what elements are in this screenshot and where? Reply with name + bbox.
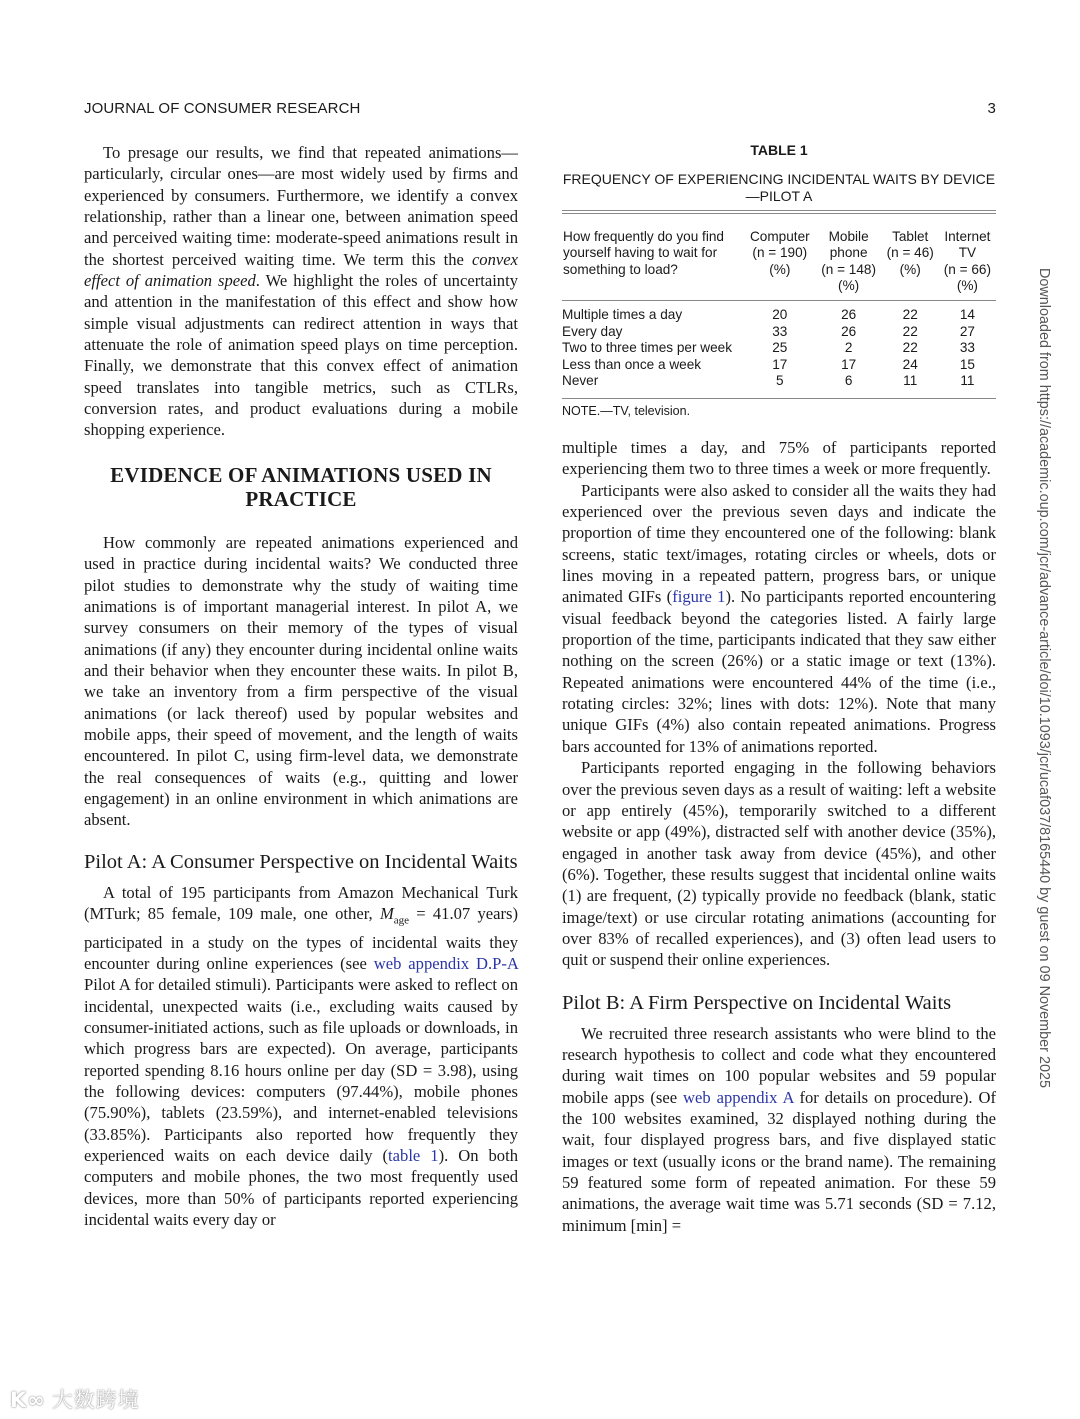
table-1 (562, 141, 996, 418)
section-heading: EVIDENCE OF ANIMATIONS USED IN PRACTICE (110, 462, 492, 511)
table-row (562, 373, 996, 398)
journal-title: JOURNAL OF CONSUMER RESEARCH (84, 100, 361, 117)
running-head (84, 100, 996, 120)
column-header-tablet (882, 214, 939, 300)
table-header-row (562, 214, 996, 300)
header-line: phone (829, 245, 868, 261)
cell-value: 6 (844, 373, 853, 389)
cell-value: 11 (960, 373, 975, 389)
header-line: TV (958, 245, 977, 261)
link-table-1[interactable]: table 1 (388, 1146, 439, 1166)
header-line: (%) (899, 261, 921, 277)
term-convex-effect: convex effect of animation speed (84, 249, 518, 291)
watermark (10, 1384, 140, 1414)
header-line: (%) (769, 261, 791, 277)
cell-value: 33 (959, 340, 975, 356)
row-label: Every day (562, 323, 623, 339)
watermark-logo-icon: K∞ (10, 1388, 46, 1412)
mean-symbol: M (379, 903, 394, 923)
cell-value: 2 (844, 340, 853, 356)
cell-value: 5 (776, 373, 784, 389)
table-label: TABLE 1 (750, 142, 808, 158)
cell-value: 17 (841, 356, 857, 372)
pilot-a-paragraph (84, 882, 518, 1231)
pilot-b-heading: Pilot B: A Firm Perspective on Incidental Waits (562, 991, 952, 1014)
cell-value: 17 (772, 356, 788, 372)
header-line: (n = 148) (821, 261, 877, 277)
cell-value: 25 (772, 340, 788, 356)
cell-value: 20 (772, 307, 788, 323)
behaviors-paragraph: Participants reported engaging in the following behaviors over the previous seven days as a result of waiting: left a website or app entirely (45%), temporarily switched to a different website or app (49%), distracted self with another device (35%), engaged in another task away from device (45%), and other (6%). Together, these results suggest that incidental online waits (1) are frequent, (2) typically provide no feedback (blank, static image/text) or use circular rotating animations (accounting for over 83% of recalled experiences), and (3) often lead users to quit or suspend their online experiences. (562, 758, 996, 970)
header-line: Mobile (828, 229, 869, 244)
header-line: (n = 46) (886, 245, 934, 261)
text-run: To presage our results, we find that repeated animations—particularly, circular ones—are most widely used by firms and experienced by consumers. Furthermore, we identify a convex relationship, rather than a linear one, between animation speed and perceived waiting time: moderate-speed animations result in the shortest perceived waiting time. We term this the (84, 143, 518, 269)
pilot-b-paragraph (562, 1023, 996, 1236)
right-column (562, 437, 996, 1236)
header-line: (%) (838, 277, 860, 293)
cell-value: 11 (903, 373, 918, 389)
row-label: Never (562, 373, 599, 389)
header-line: (n = 190) (752, 245, 808, 261)
header-line: (%) (956, 277, 978, 293)
text-run: = 41.07 years) participated in a study on the types of incidental waits they encounter during online experiences (see (84, 903, 518, 973)
text-run: Participants were also asked to consider all the waits they had experienced over the previous seven days and indicate the proportion of time they encountered one of the following: blank screens, static text/images, rotating circles or wheels, dots or lines moving in a repeated pattern, progress bars, or unique animated GIFs ( (562, 480, 996, 607)
page-number: 3 (987, 100, 996, 117)
cell-value: 15 (959, 356, 975, 372)
table-row (562, 324, 996, 341)
section-paragraph: How commonly are repeated animations experienced and used in practice during incidental waits? We conducted three pilot studies to demonstrate why the study of waiting time animations is of important managerial interest. In pilot A, we survey consumers on their memory of the types of visual animations (if any) they encounter during incidental online waits and their behavior when they encounter these waits. In pilot B, we take an inventory from a firm perspective of the visual animations (or lack thereof) used by popular websites and mobile apps, their speed of movement, and the length of waits encountered. In pilot C, using firm-level data, we demonstrate the real consequences of waits (e.g., quitting and lower engagement) in an online environment in which animations are absent. (84, 532, 518, 830)
text-run: ). No participants reported encountering visual feedback beyond the categories listed. A fairly large proportion of the time, participants indicated that they saw either nothing on the screen (26%) or a static image or text (13%). Repeated animations were encountered 44% of the time (i.e., rotating circles: 32%; lines with dots: 12%). Note that many unique GIFs (4%) also contain repeated animations. Progress bars accounted for 13% of animations reported. (562, 587, 996, 756)
table-row (562, 357, 996, 374)
text-run: A total of 195 participants from Amazon Mechanical Turk (MTurk; 85 female, 109 male, one other, (84, 882, 518, 923)
table-bottom-rule (562, 398, 996, 399)
text-run: ). On both computers and mobile phones, the two most frequently used devices, more than 50% of participants reported experiencing incidental waits every day or (84, 1146, 518, 1230)
link-web-appendix-a[interactable]: web appendix A (683, 1087, 794, 1107)
link-figure-1[interactable]: figure 1 (672, 587, 726, 607)
row-label: Two to three times per week (562, 340, 732, 356)
left-column (84, 142, 518, 1230)
link-web-appendix-dpa[interactable]: web appendix D.P-A (373, 953, 518, 973)
text-run: . We highlight the roles of uncertainty and attention in the manifestation of this effect and show how simple visual adjustments can redirect attention in ways that attenuate the role of animation speed plays on time perception. Finally, we demonstrate that this convex effect of animation speed translates into tangible metrics, such as CTLRs, conversion rates, and product evaluations during a mobile shopping experience. (84, 271, 519, 440)
header-line: Internet (944, 229, 991, 244)
table-body (562, 214, 996, 398)
download-notice-text: Downloaded from https://academic.oup.com/jcr/advance-article/doi/10.1093/jcr/ucaf037/8165440 by guest on 09 November 2025 (1036, 268, 1052, 1088)
cell-value: 24 (902, 356, 918, 372)
cell-value: 22 (902, 307, 918, 323)
question-header: How frequently do you find yourself having to wait for something to load? (563, 229, 724, 277)
cell-value: 14 (959, 307, 975, 323)
table-row (562, 340, 996, 357)
table-title: FREQUENCY OF EXPERIENCING INCIDENTAL WAITS BY DEVICE—PILOT A (562, 171, 996, 204)
cell-value: 22 (902, 323, 918, 339)
column-header-internet-tv (939, 214, 996, 300)
cell-value: 27 (959, 323, 975, 339)
intro-paragraph (84, 142, 518, 441)
text-run: Pilot A for detailed stimuli). Participants were asked to reflect on incidental, unexpected waits (i.e., excluding waits caused by consumer-initiated actions, such as file uploads or downloads, in which progress bars are expected). On average, participants reported spending 8.16 hours online per day (SD = 3.98), using the following devices: computers (97.44%), mobile phones (75.90%), tablets (23.59%), and internet-enabled televisions (33.85%). Participants also reported how frequently they experienced waits on each device daily ( (84, 975, 518, 1166)
header-line: Tablet (892, 229, 929, 244)
download-notice (1036, 268, 1052, 1128)
column-header-mobile (816, 214, 882, 300)
cell-value: 26 (841, 323, 857, 339)
table-note: NOTE.—TV, television. (562, 403, 691, 418)
watermark-text: 大数跨境 (51, 1388, 140, 1412)
table-row (562, 301, 996, 324)
animation-types-paragraph (562, 480, 996, 757)
continuation-paragraph: multiple times a day, and 75% of participants reported experiencing them two to three times a week or more frequently. (562, 438, 996, 479)
pilot-a-heading: Pilot A: A Consumer Perspective on Incidental Waits (84, 850, 518, 873)
header-line: Computer (749, 229, 810, 244)
row-label: Less than once a week (562, 356, 702, 372)
header-line: (n = 66) (943, 261, 992, 277)
column-header-computer (744, 214, 816, 300)
text-run: for details on procedure). Of the 100 websites examined, 32 displayed nothing during the wait, four displayed progress bars, and five displayed static images or text (usually icons or the brand name). The remaining 59 featured some form of repeated animation. For these 59 animations, the average wait time was 5.71 seconds (SD = 7.12, minimum [min] = (562, 1087, 996, 1235)
text-run: We recruited three research assistants who were blind to the research hypothesis to collect and code what they encountered during wait times on 100 popular websites and 59 popular mobile apps (see (562, 1023, 996, 1107)
cell-value: 26 (841, 307, 857, 323)
row-label: Multiple times a day (562, 307, 683, 323)
subscript-age: age (393, 914, 410, 927)
cell-value: 22 (902, 340, 918, 356)
cell-value: 33 (772, 323, 788, 339)
